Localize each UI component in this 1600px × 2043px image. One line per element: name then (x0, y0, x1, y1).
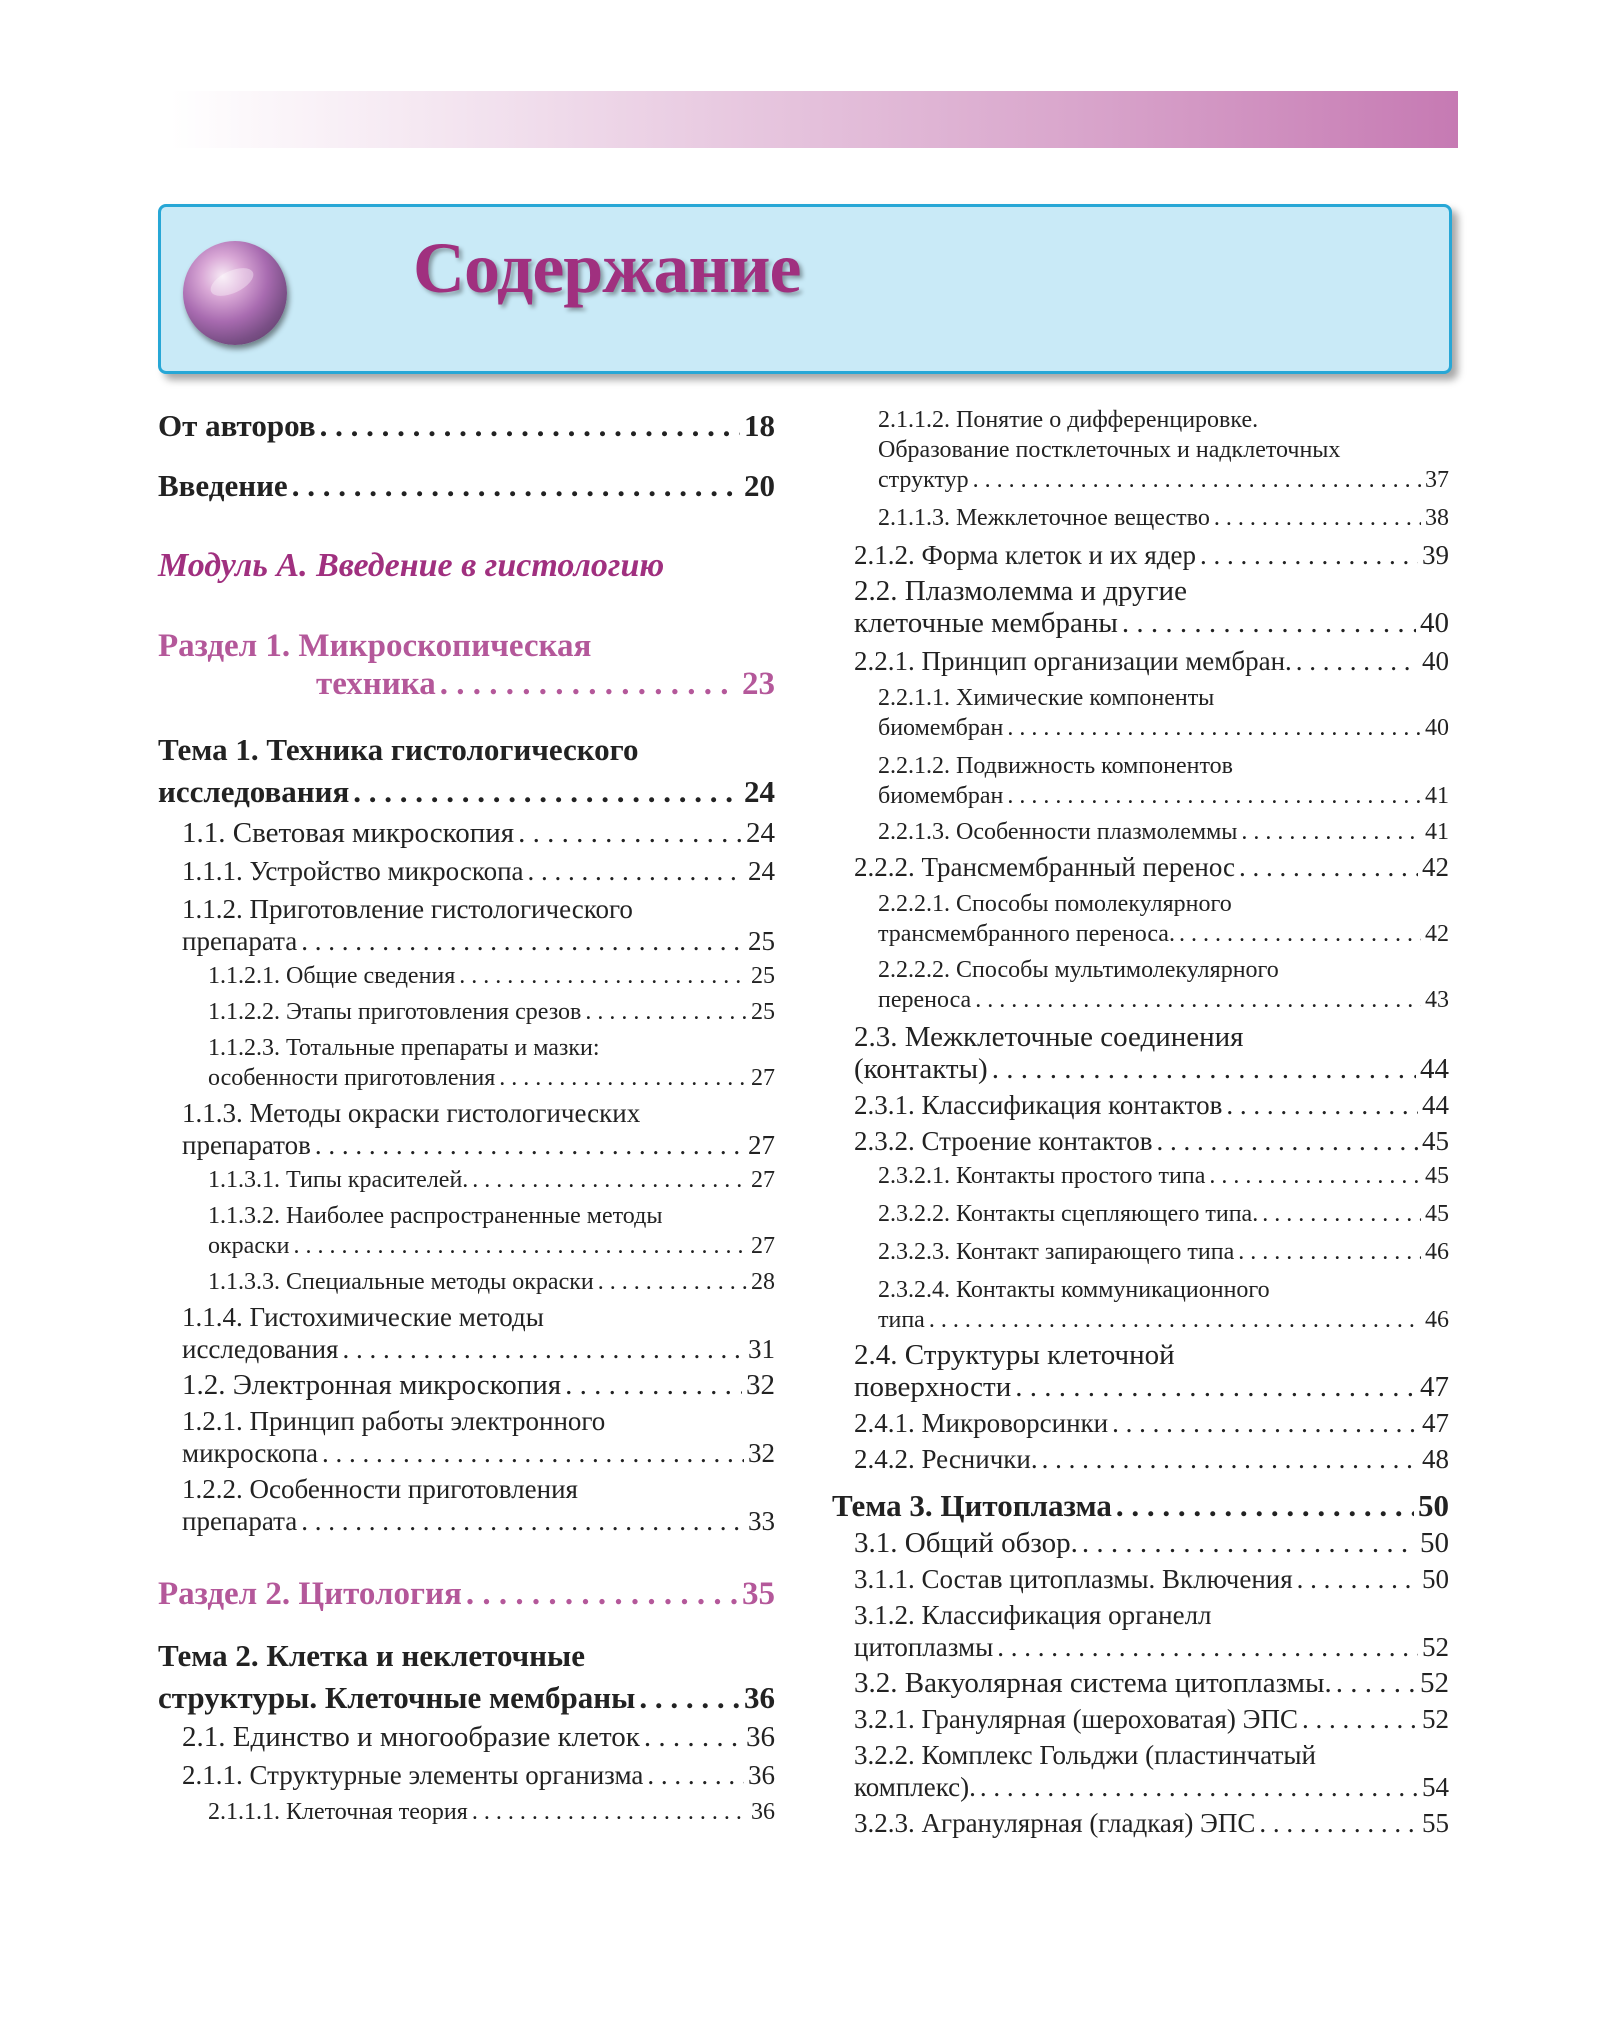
toc-entry-text: 3.1. Общий обзор. (854, 1527, 1078, 1559)
toc-page-number: 23 (742, 666, 775, 702)
globe-icon (183, 241, 287, 345)
dot-leader (647, 1759, 744, 1791)
dot-leader (1042, 1443, 1418, 1475)
toc-page-number: 44 (1422, 1090, 1449, 1120)
toc-entry-text: 2.3.2.4. Контакты коммуникационного (878, 1277, 1270, 1303)
toc-entry (832, 889, 1449, 949)
toc-entry-text: 2.3. Межклеточные соединения (854, 1021, 1244, 1053)
toc-entry-text: комплекс). (854, 1772, 976, 1802)
toc-entry (158, 1759, 775, 1791)
toc-entry (832, 1161, 1449, 1191)
dot-leader (929, 1305, 1421, 1335)
toc-entry (158, 1721, 775, 1753)
toc-entry-text: 1.1.3.3. Специальные методы окраски (208, 1269, 594, 1295)
toc-page-number: 25 (751, 999, 775, 1025)
toc-entry-text: типа (878, 1307, 925, 1333)
dot-leader (1302, 1703, 1418, 1735)
toc-entry (832, 1407, 1449, 1439)
dot-leader (1179, 919, 1421, 949)
toc-entry-text: особенности приготовления (208, 1065, 496, 1091)
toc-entry (158, 545, 775, 587)
dot-leader (499, 1063, 747, 1093)
toc-entry-text: препарата (182, 926, 298, 956)
toc-page-number: 18 (744, 408, 775, 443)
toc-page-number: 46 (1425, 1239, 1449, 1265)
toc-entry-text: 1.1.2. Приготовление гистологического (182, 894, 633, 924)
toc-entry (158, 1797, 775, 1827)
toc-entry-text: От авторов (158, 408, 316, 443)
toc-entry-text: 3.2.1. Гранулярная (шероховатая) ЭПС (854, 1704, 1298, 1734)
toc-entry-text: микроскопа (182, 1438, 318, 1468)
toc-entry (832, 1199, 1449, 1229)
toc-column-right (832, 405, 1449, 1839)
toc-entry (158, 1301, 775, 1365)
toc-entry-text: 2.3.2.3. Контакт запирающего типа (878, 1239, 1235, 1265)
toc-entry-text: (контакты) (854, 1053, 988, 1085)
dot-leader (980, 1771, 1418, 1803)
toc-entry (832, 1443, 1449, 1475)
toc-page-number: 20 (744, 468, 775, 503)
dot-leader (565, 1369, 742, 1401)
toc-entry-text: 1.2. Электронная микроскопия (182, 1369, 562, 1401)
dot-leader (1082, 1527, 1416, 1559)
dot-leader (1336, 1667, 1416, 1699)
toc-entry-text: 2.3.2.1. Контакты простого типа (878, 1163, 1206, 1189)
dot-leader (1259, 1807, 1418, 1839)
toc-column-left (158, 405, 775, 1827)
toc-entry-text: 2.2.2. Трансмембранный перенос (854, 852, 1236, 882)
dot-leader (315, 1129, 744, 1161)
toc-entry-text: 3.1.1. Состав цитоплазмы. Включения (854, 1564, 1293, 1594)
toc-entry-text: 1.2.2. Особенности приготовления (182, 1474, 578, 1504)
toc-entry-text: поверхности (854, 1371, 1012, 1403)
toc-entry-text: препаратов (182, 1130, 311, 1160)
toc-page-number: 54 (1422, 1772, 1449, 1802)
toc-entry (832, 503, 1449, 533)
toc-entry (832, 955, 1449, 1015)
toc-entry-text: 2.2.2.2. Способы мультимолекулярного (878, 957, 1279, 983)
dot-leader (1214, 503, 1421, 533)
toc-entry-text: Введение (158, 468, 288, 503)
dot-leader (1262, 1199, 1421, 1229)
toc-entry (158, 1369, 775, 1401)
toc-page-number: 27 (751, 1167, 775, 1193)
toc-page-number: 47 (1420, 1371, 1449, 1403)
toc-entry-text: 1.2.1. Принцип работы электронного (182, 1406, 606, 1436)
dot-leader (1238, 1237, 1421, 1267)
toc-entry-text: 1.1.4. Гистохимические методы (182, 1302, 544, 1332)
toc-entry-text: 2.3.2.2. Контакты сцепляющего типа. (878, 1201, 1259, 1227)
toc-page-number: 39 (1422, 540, 1449, 570)
toc-entry-text: Образование постклеточных и надклеточных (878, 437, 1341, 463)
dot-leader (466, 1575, 738, 1613)
toc-page-number: 41 (1425, 783, 1449, 809)
dot-leader (1157, 1125, 1419, 1157)
toc-entry-text: техника (316, 666, 436, 702)
toc-entry (158, 893, 775, 957)
toc-entry-text: 2.3.1. Классификация контактов (854, 1090, 1223, 1120)
toc-page-number: 24 (746, 817, 775, 849)
toc-entry-text: 2.4.1. Микроворсинки (854, 1408, 1109, 1438)
toc-entry (832, 1739, 1449, 1803)
toc-entry (158, 1201, 775, 1261)
toc-page-number: 28 (751, 1269, 775, 1295)
dot-leader (301, 925, 744, 957)
toc-entry-text: 2.4.2. Реснички. (854, 1444, 1038, 1474)
dot-leader (997, 1631, 1418, 1663)
toc-entry (832, 851, 1449, 883)
toc-entry (158, 855, 775, 887)
toc-page-number: 47 (1422, 1408, 1449, 1438)
toc-entry-text: цитоплазмы (854, 1632, 994, 1662)
toc-entry (832, 575, 1449, 639)
dot-leader (353, 771, 740, 813)
toc-entry (158, 1267, 775, 1297)
toc-entry (158, 817, 775, 849)
top-decorative-bar (170, 91, 1458, 148)
toc-entry-text: 2.3.2. Строение контактов (854, 1126, 1153, 1156)
toc-entry-text: Тема 1. Техника гистологического (158, 732, 639, 767)
dot-leader (1200, 539, 1418, 571)
toc-entry-text: Раздел 1. Микроскопическая (158, 628, 592, 664)
dot-leader (301, 1505, 744, 1537)
toc-entry-text: 2.2.1. Принцип организации мембран. (854, 646, 1292, 676)
toc-page-number: 52 (1422, 1704, 1449, 1734)
toc-entry (832, 1339, 1449, 1403)
dot-leader (1297, 1563, 1418, 1595)
toc-page-number: 48 (1422, 1444, 1449, 1474)
toc-page-number: 33 (748, 1506, 775, 1536)
toc-page-number: 41 (1425, 819, 1449, 845)
toc-entry-text: трансмембранного переноса. (878, 921, 1175, 947)
toc-entry-text: окраски (208, 1233, 290, 1259)
toc-entry (832, 1703, 1449, 1735)
toc-entry (158, 1033, 775, 1093)
toc-page-number: 24 (744, 774, 775, 809)
toc-entry-text: 1.1.3. Методы окраски гистологических (182, 1098, 641, 1128)
toc-entry-text: исследования (158, 774, 350, 809)
toc-entry (158, 1097, 775, 1161)
toc-page-number: 55 (1422, 1808, 1449, 1838)
toc-entry-text: 1.1.2.3. Тотальные препараты и мазки: (208, 1035, 600, 1061)
toc-entry-text: 2.2.1.1. Химические компоненты (878, 685, 1215, 711)
toc-page-number: 42 (1422, 852, 1449, 882)
dot-leader (992, 1053, 1416, 1085)
toc-entry-text: 1.1.2.2. Этапы приготовления срезов (208, 999, 582, 1025)
toc-page-number: 45 (1422, 1126, 1449, 1156)
toc-page-number: 24 (748, 856, 775, 886)
dot-leader (1007, 781, 1421, 811)
toc-entry-text: 2.1.2. Форма клеток и их ядер (854, 540, 1196, 570)
dot-leader (1015, 1371, 1416, 1403)
toc-entry (832, 1527, 1449, 1559)
toc-entry-text: 1.1.1. Устройство микроскопа (182, 856, 524, 886)
toc-entry-text: исследования (182, 1334, 339, 1364)
dot-leader (1209, 1161, 1421, 1191)
dot-leader (440, 665, 738, 703)
toc-entry-text: 1.1. Световая микроскопия (182, 817, 515, 849)
toc-page-number: 50 (1422, 1564, 1449, 1594)
dot-leader (518, 817, 742, 849)
toc-entry (832, 539, 1449, 571)
toc-page-number: 40 (1425, 715, 1449, 741)
toc-entry-text: 2.4. Структуры клеточной (854, 1339, 1175, 1371)
toc-entry-text: клеточные мембраны (854, 607, 1118, 639)
toc-page-number: 36 (751, 1799, 775, 1825)
toc-entry-text: Тема 3. Цитоплазма (832, 1488, 1112, 1523)
toc-entry (832, 751, 1449, 811)
toc-entry (158, 1473, 775, 1537)
toc-entry (158, 961, 775, 991)
dot-leader (1112, 1407, 1418, 1439)
toc-entry (832, 1275, 1449, 1335)
toc-entry-text: 3.2. Вакуолярная система цитоплазмы. (854, 1667, 1332, 1699)
toc-entry (832, 1485, 1449, 1527)
toc-entry (832, 1237, 1449, 1267)
dot-leader (293, 1231, 747, 1261)
toc-page-number: 52 (1422, 1632, 1449, 1662)
toc-entry (832, 1807, 1449, 1839)
toc-entry (158, 405, 775, 447)
dot-leader (1226, 1089, 1418, 1121)
toc-entry-text: 2.2.2.1. Способы помолекулярного (878, 891, 1232, 917)
dot-leader (1007, 713, 1421, 743)
toc-entry-text: Раздел 2. Цитология (158, 1576, 462, 1612)
toc-entry-text: 2.1.1.3. Межклеточное вещество (878, 505, 1210, 531)
toc-page-number: 25 (751, 963, 775, 989)
toc-page-number: 50 (1418, 1488, 1449, 1523)
toc-page-number: 36 (748, 1760, 775, 1790)
toc-page-number: 44 (1420, 1053, 1449, 1085)
toc-page-number: 31 (748, 1334, 775, 1364)
toc-entry-text: 1.1.2.1. Общие сведения (208, 963, 456, 989)
toc-entry (832, 1021, 1449, 1085)
dot-leader (1296, 645, 1418, 677)
toc-entry-text: структуры. Клеточные мембраны (158, 1680, 636, 1715)
toc-entry-text: препарата (182, 1506, 298, 1536)
toc-entry (158, 1165, 775, 1195)
toc-page-number: 38 (1425, 505, 1449, 531)
dot-leader (342, 1333, 744, 1365)
toc-entry-text: 2.1.1.1. Клеточная теория (208, 1799, 468, 1825)
toc-entry-text: структур (878, 467, 969, 493)
toc-entry-text: Тема 2. Клетка и неклеточные (158, 1638, 585, 1673)
page-title: Содержание (413, 228, 801, 308)
toc-entry (158, 997, 775, 1027)
toc-entry-text: биомембран (878, 715, 1004, 741)
dot-leader (292, 465, 740, 507)
dot-leader (1239, 851, 1418, 883)
toc-entry (158, 729, 775, 813)
toc-entry (832, 683, 1449, 743)
dot-leader (459, 961, 747, 991)
toc-page-number: 50 (1420, 1527, 1449, 1559)
toc-entry-text: 2.2.1.3. Особенности плазмолеммы (878, 819, 1238, 845)
dot-leader (1241, 817, 1421, 847)
toc-page-number: 43 (1425, 987, 1449, 1013)
toc-entry-text: 2.1.1.2. Понятие о дифференцировке. (878, 407, 1259, 433)
toc-entry (158, 1635, 775, 1719)
toc-entry (158, 627, 775, 703)
dot-leader (598, 1267, 747, 1297)
toc-page-number: 25 (748, 926, 775, 956)
toc-page-number: 37 (1425, 467, 1449, 493)
toc-entry-text: Модуль А. Введение в гистологию (158, 547, 665, 584)
toc-entry (832, 1563, 1449, 1595)
toc-page-number: 40 (1422, 646, 1449, 676)
toc-page-number: 32 (748, 1438, 775, 1468)
toc-entry (158, 465, 775, 507)
dot-leader (322, 1437, 744, 1469)
dot-leader (1122, 607, 1416, 639)
toc-page-number: 36 (746, 1721, 775, 1753)
dot-leader (585, 997, 747, 1027)
toc-entry-text: 2.1.1. Структурные элементы организма (182, 1760, 644, 1790)
toc-page-number: 27 (748, 1130, 775, 1160)
toc-entry (832, 817, 1449, 847)
toc-page-number: 45 (1425, 1163, 1449, 1189)
toc-entry-text: 2.2.1.2. Подвижность компонентов (878, 753, 1233, 779)
toc-page-number: 36 (744, 1680, 775, 1715)
toc-page-number: 46 (1425, 1307, 1449, 1333)
dot-leader (644, 1721, 742, 1753)
dot-leader (320, 405, 740, 447)
dot-leader (975, 985, 1421, 1015)
toc-entry-text: 3.2.2. Комплекс Гольджи (пластинчатый (854, 1740, 1316, 1770)
toc-entry-text: 2.1. Единство и многообразие клеток (182, 1721, 640, 1753)
toc-entry-text: биомембран (878, 783, 1004, 809)
toc-entry (832, 1089, 1449, 1121)
toc-entry (832, 645, 1449, 677)
toc-page-number: 40 (1420, 607, 1449, 639)
dot-leader (639, 1677, 740, 1719)
toc-entry-text: 3.2.3. Агранулярная (гладкая) ЭПС (854, 1808, 1256, 1838)
toc-entry-text: переноса (878, 987, 972, 1013)
toc-page-number: 42 (1425, 921, 1449, 947)
dot-leader (973, 465, 1421, 495)
toc-entry (832, 1599, 1449, 1663)
toc-entry-text: 1.1.3.1. Типы красителей. (208, 1167, 469, 1193)
toc-entry (832, 405, 1449, 495)
toc-page-number: 52 (1420, 1667, 1449, 1699)
dot-leader (528, 855, 744, 887)
toc-entry-text: 1.1.3.2. Наиболее распространенные методы (208, 1203, 663, 1229)
toc-entry (158, 1575, 775, 1613)
toc-entry-text: 2.2. Плазмолемма и другие (854, 575, 1187, 607)
toc-page-number: 27 (751, 1233, 775, 1259)
toc-entry (832, 1667, 1449, 1699)
dot-leader (472, 1797, 747, 1827)
dot-leader (472, 1165, 747, 1195)
toc-page-number: 32 (746, 1369, 775, 1401)
toc-entry (832, 1125, 1449, 1157)
toc-entry-text: 3.1.2. Классификация органелл (854, 1600, 1212, 1630)
toc-page-number: 27 (751, 1065, 775, 1091)
title-banner (158, 204, 1452, 374)
dot-leader (1116, 1485, 1414, 1527)
toc-entry (158, 1405, 775, 1469)
toc-page-number: 35 (742, 1576, 775, 1612)
toc-page-number: 45 (1425, 1201, 1449, 1227)
